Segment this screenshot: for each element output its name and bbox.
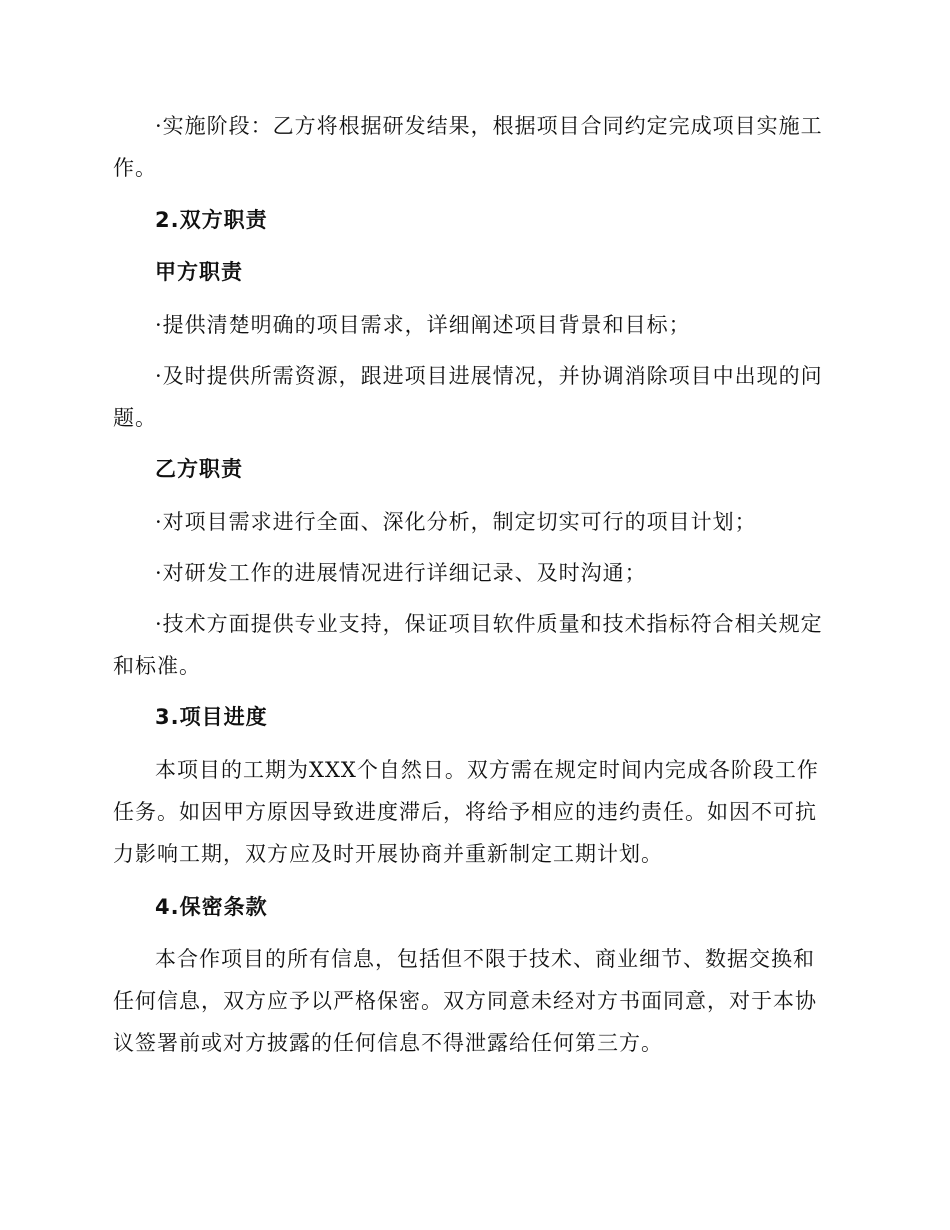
paragraph-party-a-item-2: ·及时提供所需资源，跟进项目进展情况，并协调消除项目中出现的问题。 xyxy=(113,364,823,430)
paragraph-implementation-phase: ·实施阶段：乙方将根据研发结果，根据项目合同约定完成项目实施工作。 xyxy=(113,114,823,180)
paragraph-party-b-item-3: ·技术方面提供专业支持，保证项目软件质量和技术指标符合相关规定和标准。 xyxy=(113,612,823,678)
paragraph-confidentiality: 本合作项目的所有信息，包括但不限于技术、商业细节、数据交换和任何信息，双方应予以严格保密。双方同意未经对方书面同意，对于本协议签署前或对方披露的任何信息不得泄露给任何第三方。 xyxy=(113,947,817,1055)
document-page xyxy=(113,0,825,1230)
heading-project-progress: 3.项目进度 xyxy=(155,705,268,729)
paragraph-party-b-item-2: ·对研发工作的进展情况进行详细记录、及时沟通； xyxy=(155,561,647,585)
heading-mutual-duties: 2.双方职责 xyxy=(155,208,268,232)
paragraph-party-a-item-1: ·提供清楚明确的项目需求，详细阐述项目背景和目标； xyxy=(155,313,691,337)
paragraph-project-progress: 本项目的工期为XXX个自然日。双方需在规定时间内完成各阶段工作任务。如因甲方原因导致进度滞后，将给予相应的违约责任。如因不可抗力影响工期，双方应及时开展协商并重新制定工期计划。 xyxy=(113,758,819,866)
paragraph-party-b-item-1: ·对项目需求进行全面、深化分析，制定切实可行的项目计划； xyxy=(155,510,757,534)
heading-confidentiality: 4.保密条款 xyxy=(155,895,268,919)
heading-party-b-duties: 乙方职责 xyxy=(155,457,243,481)
heading-party-a-duties: 甲方职责 xyxy=(155,260,243,284)
